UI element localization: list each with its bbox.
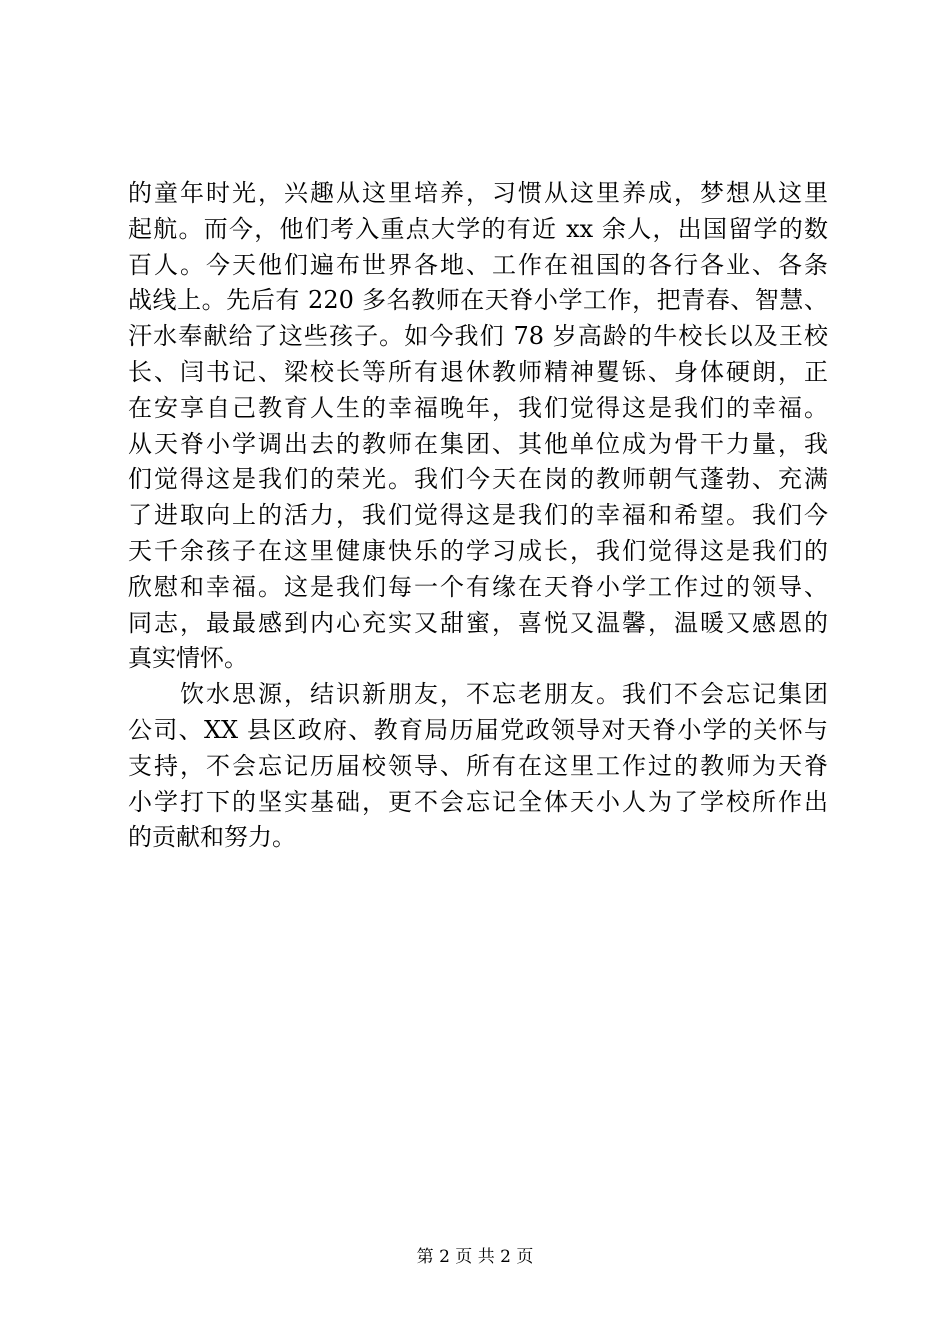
text-line: 的贡献和努力。 <box>128 823 296 852</box>
text-line: 天千余孩子在这里健康快乐的学习成长，我们觉得这是我们的 <box>128 536 828 565</box>
text-line: 支持，不会忘记历届校领导、所有在这里工作过的教师为天脊 <box>128 751 828 780</box>
text-line: 欣慰和幸福。这是我们每一个有缘在天脊小学工作过的领导、 <box>128 572 828 601</box>
text-line: 从天脊小学调出去的教师在集团、其他单位成为骨干力量，我 <box>128 429 828 458</box>
text-line: 起航。而今，他们考入重点大学的有近 xx 余人，出国留学的数 <box>128 214 828 243</box>
text-line: 百人。今天他们遍布世界各地、工作在祖国的各行各业、各条 <box>128 250 828 279</box>
text-line: 公司、XX 县区政府、教育局历届党政领导对天脊小学的关怀与 <box>128 715 828 744</box>
text-line: 饮水思源，结识新朋友，不忘老朋友。我们不会忘记集团 <box>128 680 828 709</box>
page-number-footer: 第 2 页 共 2 页 <box>416 1247 534 1267</box>
text-line: 了进取向上的活力，我们觉得这是我们的幸福和希望。我们今 <box>128 501 828 530</box>
text-line: 在安享自己教育人生的幸福晚年，我们觉得这是我们的幸福。 <box>128 393 828 422</box>
text-line: 长、闫书记、梁校长等所有退休教师精神矍铄、身体硬朗，正 <box>128 357 828 386</box>
text-line: 们觉得这是我们的荣光。我们今天在岗的教师朝气蓬勃、充满 <box>128 465 828 494</box>
text-line: 的童年时光，兴趣从这里培养，习惯从这里养成，梦想从这里 <box>128 179 828 207</box>
text-line: 小学打下的坚实基础，更不会忘记全体天小人为了学校所作出 <box>128 787 828 816</box>
text-line: 战线上。先后有 220 多名教师在天脊小学工作，把青春、智慧、 <box>128 286 828 315</box>
text-line: 同志，最最感到内心充实又甜蜜，喜悦又温馨，温暖又感恩的 <box>128 608 828 637</box>
text-line: 真实情怀。 <box>128 644 248 673</box>
text-line: 汗水奉献给了这些孩子。如今我们 78 岁高龄的牛校长以及王校 <box>128 322 828 351</box>
body-text <box>128 176 828 856</box>
